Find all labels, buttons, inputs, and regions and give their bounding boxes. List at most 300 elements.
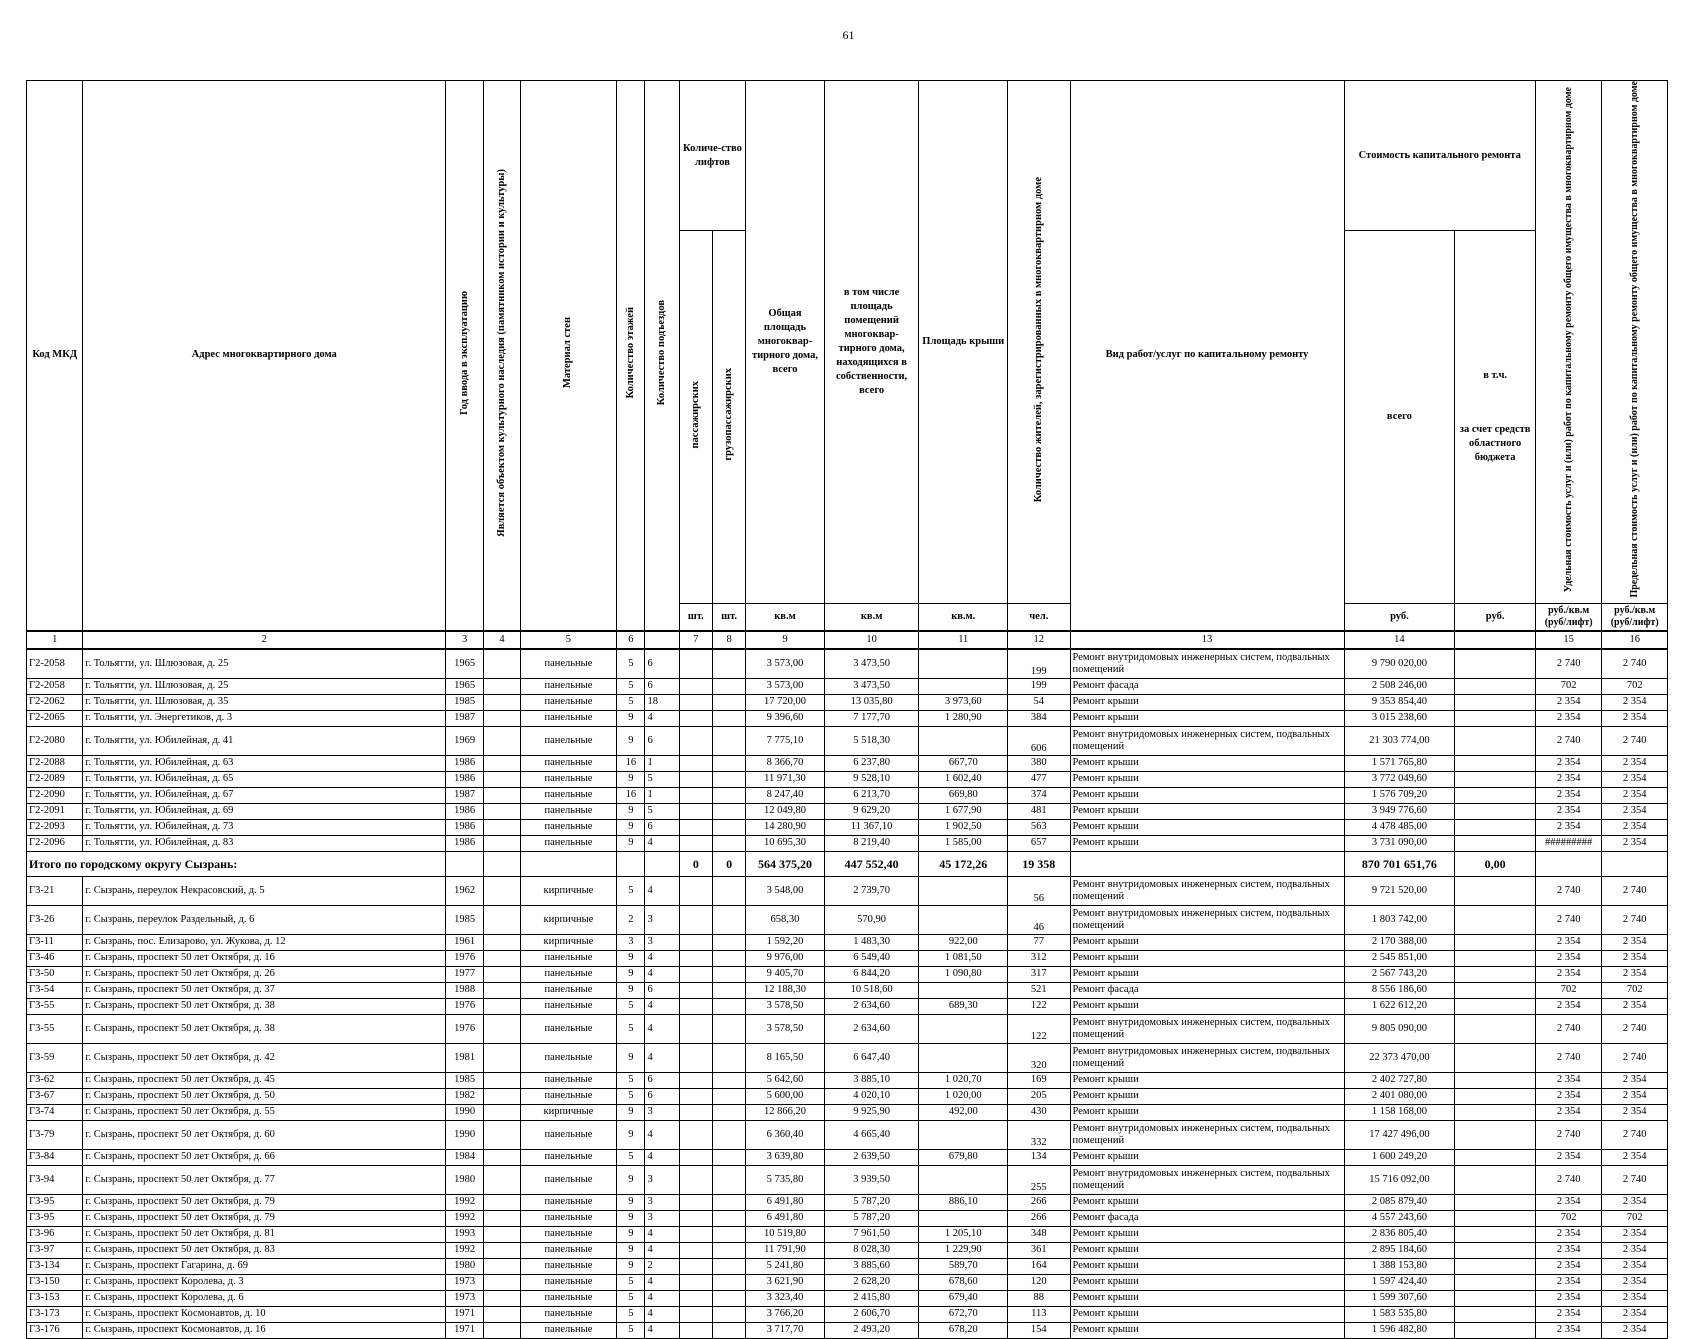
table-cell: 606	[1008, 726, 1070, 755]
table-row	[27, 905, 1668, 934]
table-cell: панельные	[520, 1149, 617, 1165]
table-cell	[712, 803, 745, 819]
table-cell: 1 483,30	[824, 934, 919, 950]
table-cell: кирпичные	[520, 1104, 617, 1120]
table-cell: 702	[1602, 982, 1668, 998]
table-cell: Г2-2089	[27, 771, 83, 787]
table-cell: 3 939,50	[824, 1165, 919, 1194]
table-cell: г. Сызрань, переулок Некрасовский, д. 5	[83, 876, 446, 905]
table-cell	[712, 835, 745, 851]
table-cell: 9 353 854,40	[1344, 694, 1455, 710]
table-cell: панельные	[520, 966, 617, 982]
table-cell: 6	[645, 982, 679, 998]
table-cell: 5	[617, 1290, 645, 1306]
table-cell	[1455, 1104, 1536, 1120]
table-row	[27, 803, 1668, 819]
table-row	[27, 1149, 1668, 1165]
table-cell: Ремонт крыши	[1070, 1149, 1344, 1165]
table-cell: 3	[645, 934, 679, 950]
table-cell	[679, 950, 712, 966]
table-cell: 19 358	[1008, 851, 1070, 876]
table-cell: г. Тольятти, ул. Юбилейная, д. 63	[83, 755, 446, 771]
table-cell: Г3-79	[27, 1120, 83, 1149]
table-cell	[484, 905, 520, 934]
table-row	[27, 694, 1668, 710]
table-cell	[679, 1014, 712, 1043]
table-cell: 113	[1008, 1306, 1070, 1322]
table-cell: 5	[617, 1014, 645, 1043]
table-cell: 1986	[446, 803, 484, 819]
table-cell: 2 740	[1535, 1165, 1601, 1194]
table-cell: Ремонт крыши	[1070, 771, 1344, 787]
table-cell	[679, 1306, 712, 1322]
table-row	[27, 1043, 1668, 1072]
table-cell: Г3-173	[27, 1306, 83, 1322]
table-cell	[484, 1322, 520, 1338]
table-cell: 3 473,50	[824, 649, 919, 679]
table-cell: 6 549,40	[824, 950, 919, 966]
table-cell: 2 170 388,00	[1344, 934, 1455, 950]
table-row	[27, 755, 1668, 771]
table-cell: 1 600 249,20	[1344, 1149, 1455, 1165]
table-cell: панельные	[520, 694, 617, 710]
table-cell: 2 354	[1535, 755, 1601, 771]
table-cell: 6	[645, 678, 679, 694]
table-cell: г. Сызрань, проспект 50 лет Октября, д. 16	[83, 950, 446, 966]
table-cell: 5	[617, 1306, 645, 1322]
table-cell: 9	[617, 1104, 645, 1120]
table-cell: 1 597 424,40	[1344, 1274, 1455, 1290]
column-number: 2	[83, 631, 446, 649]
table-cell: 2 354	[1535, 1306, 1601, 1322]
table-cell: 1 229,90	[919, 1242, 1008, 1258]
table-cell: 679,40	[919, 1290, 1008, 1306]
table-cell: 54	[1008, 694, 1070, 710]
table-cell: 1965	[446, 678, 484, 694]
table-cell: Г3-176	[27, 1322, 83, 1338]
table-cell: Г2-2088	[27, 755, 83, 771]
table-cell: 1985	[446, 1072, 484, 1088]
table-cell: панельные	[520, 998, 617, 1014]
table-cell: 1976	[446, 1014, 484, 1043]
header-floors: Количество этажей	[617, 81, 645, 631]
table-cell	[679, 1210, 712, 1226]
header-code: Код МКД	[27, 81, 83, 631]
table-cell: 15 716 092,00	[1344, 1165, 1455, 1194]
table-cell: 361	[1008, 1242, 1070, 1258]
table-cell	[679, 835, 712, 851]
table-cell: 2 740	[1535, 1014, 1601, 1043]
table-cell: 1 205,10	[919, 1226, 1008, 1242]
table-cell	[484, 1242, 520, 1258]
table-cell: 2 354	[1602, 1258, 1668, 1274]
header-cost-incl: в т.ч.	[1483, 369, 1508, 381]
table-cell: 5	[645, 771, 679, 787]
table-cell: Г3-55	[27, 998, 83, 1014]
table-cell: 1	[645, 755, 679, 771]
table-row	[27, 1226, 1668, 1242]
table-cell	[1455, 726, 1536, 755]
table-cell: г. Сызрань, переулок Раздельный, д. 6	[83, 905, 446, 934]
table-cell	[712, 1226, 745, 1242]
table-cell	[484, 1043, 520, 1072]
table-cell: 2 740	[1535, 726, 1601, 755]
table-cell	[919, 1210, 1008, 1226]
table-cell: Г3-134	[27, 1258, 83, 1274]
header-cost-regional	[1455, 231, 1536, 603]
table-cell: 2 740	[1535, 876, 1601, 905]
table-cell: 2 739,70	[824, 876, 919, 905]
table-cell: 348	[1008, 1226, 1070, 1242]
table-cell: 430	[1008, 1104, 1070, 1120]
table-cell: 2 354	[1602, 1149, 1668, 1165]
table-cell: 2 354	[1602, 998, 1668, 1014]
table-cell: 120	[1008, 1274, 1070, 1290]
table-cell: панельные	[520, 726, 617, 755]
table-cell	[1455, 678, 1536, 694]
table-cell	[484, 1104, 520, 1120]
table-cell	[679, 1290, 712, 1306]
table-cell: 9	[617, 950, 645, 966]
table-cell	[484, 1226, 520, 1242]
table-cell: 1971	[446, 1322, 484, 1338]
table-cell	[679, 1226, 712, 1242]
table-cell: 2 354	[1602, 1104, 1668, 1120]
table-cell	[712, 649, 745, 679]
table-cell: 1985	[446, 694, 484, 710]
table-cell: г. Сызрань, проспект 50 лет Октября, д. 55	[83, 1104, 446, 1120]
table-cell	[679, 876, 712, 905]
table-cell: 1981	[446, 1043, 484, 1072]
table-cell: г. Тольятти, ул. Юбилейная, д. 41	[83, 726, 446, 755]
table-cell: 9 805 090,00	[1344, 1014, 1455, 1043]
table-cell: 164	[1008, 1258, 1070, 1274]
table-cell	[1455, 819, 1536, 835]
total-label: Итого по городскому округу Сызрань:	[27, 851, 446, 876]
table-cell	[712, 950, 745, 966]
table-row	[27, 787, 1668, 803]
table-cell: 2 354	[1602, 1306, 1668, 1322]
table-cell: 702	[1535, 982, 1601, 998]
table-cell: 3	[645, 1210, 679, 1226]
table-cell	[484, 966, 520, 982]
table-cell: 1 902,50	[919, 819, 1008, 835]
table-cell	[712, 1274, 745, 1290]
table-cell: 16	[617, 755, 645, 771]
table-cell: Г2-2058	[27, 678, 83, 694]
table-cell: 477	[1008, 771, 1070, 787]
table-cell: 1 622 612,20	[1344, 998, 1455, 1014]
unit-owned-area: кв.м	[824, 603, 919, 631]
table-cell: 2 634,60	[824, 998, 919, 1014]
table-cell: г. Тольятти, ул. Шлюзовая, д. 25	[83, 649, 446, 679]
table-cell	[1455, 1242, 1536, 1258]
table-cell: 5	[617, 649, 645, 679]
table-row	[27, 1306, 1668, 1322]
table-cell: 3 573,00	[746, 649, 825, 679]
table-cell: 21 303 774,00	[1344, 726, 1455, 755]
column-number: 14	[1344, 631, 1455, 649]
table-cell: 380	[1008, 755, 1070, 771]
table-cell	[679, 934, 712, 950]
header-entrances: Количество подъездов	[645, 81, 679, 631]
unit-residents: чел.	[1008, 603, 1070, 631]
table-cell: панельные	[520, 982, 617, 998]
table-cell	[1455, 1194, 1536, 1210]
table-cell: г. Сызрань, проспект 50 лет Октября, д. 60	[83, 1120, 446, 1149]
table-cell: 481	[1008, 803, 1070, 819]
table-cell	[484, 755, 520, 771]
table-cell: 9	[617, 726, 645, 755]
table-cell: Г3-50	[27, 966, 83, 982]
table-cell: Г2-2058	[27, 649, 83, 679]
table-cell: 4	[645, 876, 679, 905]
table-cell: 8 165,50	[746, 1043, 825, 1072]
table-cell: 2 354	[1535, 710, 1601, 726]
column-number: 7	[679, 631, 712, 649]
table-cell: 9	[617, 1120, 645, 1149]
table-cell: 266	[1008, 1210, 1070, 1226]
table-cell: панельные	[520, 678, 617, 694]
column-numbers-row	[27, 631, 1668, 649]
table-cell: 4 557 243,60	[1344, 1210, 1455, 1226]
table-cell	[1455, 1072, 1536, 1088]
table-cell: 2 354	[1535, 1258, 1601, 1274]
table-cell: 9	[617, 1258, 645, 1274]
table-cell: кирпичные	[520, 905, 617, 934]
table-cell: 6 844,20	[824, 966, 919, 982]
table-cell: 1986	[446, 835, 484, 851]
table-cell	[712, 755, 745, 771]
table-cell: Ремонт крыши	[1070, 1322, 1344, 1338]
table-cell: 870 701 651,76	[1344, 851, 1455, 876]
table-cell: 1992	[446, 1242, 484, 1258]
table-cell: 10 518,60	[824, 982, 919, 998]
table-cell: 8 028,30	[824, 1242, 919, 1258]
table-cell	[712, 819, 745, 835]
table-cell	[484, 710, 520, 726]
table-cell: 3 323,40	[746, 1290, 825, 1306]
table-cell: 45 172,26	[919, 851, 1008, 876]
table-cell	[1455, 710, 1536, 726]
table-cell: 9	[617, 710, 645, 726]
table-cell	[1535, 851, 1601, 876]
table-cell	[679, 966, 712, 982]
table-cell: 8 556 186,60	[1344, 982, 1455, 998]
column-number: 12	[1008, 631, 1070, 649]
column-number: 4	[484, 631, 520, 649]
table-cell: Г3-97	[27, 1242, 83, 1258]
table-cell: 2 354	[1602, 803, 1668, 819]
table-cell	[484, 950, 520, 966]
table-cell: г. Сызрань, проспект 50 лет Октября, д. 38	[83, 1014, 446, 1043]
unit-total-area: кв.м	[746, 603, 825, 631]
header-unit-cost: Удельная стоимость услуг и (или) работ по капитальному ремонту общего имущества в многоквартирном доме	[1535, 81, 1601, 604]
table-cell	[1602, 851, 1668, 876]
table-cell: 3 731 090,00	[1344, 835, 1455, 851]
table-cell: 1 596 482,80	[1344, 1322, 1455, 1338]
table-cell: Ремонт фасада	[1070, 678, 1344, 694]
table-cell: панельные	[520, 1165, 617, 1194]
table-cell: 2	[645, 1258, 679, 1274]
column-number: 8	[712, 631, 745, 649]
table-cell: 6 360,40	[746, 1120, 825, 1149]
table-cell: 2 085 879,40	[1344, 1194, 1455, 1210]
table-cell	[679, 1072, 712, 1088]
table-cell: 3 573,00	[746, 678, 825, 694]
table-cell: г. Тольятти, ул. Шлюзовая, д. 25	[83, 678, 446, 694]
table-cell: 1971	[446, 1306, 484, 1322]
table-cell: 2 836 805,40	[1344, 1226, 1455, 1242]
table-cell: 2 354	[1602, 755, 1668, 771]
total-row	[27, 851, 1668, 876]
table-cell: Ремонт крыши	[1070, 1258, 1344, 1274]
table-cell: г. Сызрань, проспект 50 лет Октября, д. 50	[83, 1088, 446, 1104]
table-cell	[712, 678, 745, 694]
table-cell	[712, 1194, 745, 1210]
table-cell: 1 020,70	[919, 1072, 1008, 1088]
table-cell: 922,00	[919, 934, 1008, 950]
table-cell: 2 354	[1535, 1290, 1601, 1306]
table-cell: 8 247,40	[746, 787, 825, 803]
table-cell: 46	[1008, 905, 1070, 934]
table-cell: 3 772 049,60	[1344, 771, 1455, 787]
table-cell: 1992	[446, 1210, 484, 1226]
table-cell	[1455, 771, 1536, 787]
table-cell: 88	[1008, 1290, 1070, 1306]
table-cell	[484, 835, 520, 851]
table-cell: панельные	[520, 1210, 617, 1226]
table-cell: 678,60	[919, 1274, 1008, 1290]
table-cell: 1 585,00	[919, 835, 1008, 851]
table-cell: 1 020,00	[919, 1088, 1008, 1104]
table-cell: 702	[1602, 678, 1668, 694]
table-cell: Г3-11	[27, 934, 83, 950]
table-cell: панельные	[520, 1322, 617, 1338]
table-cell: панельные	[520, 755, 617, 771]
table-cell	[484, 876, 520, 905]
table-cell: Г3-74	[27, 1104, 83, 1120]
table-cell: 1980	[446, 1258, 484, 1274]
table-cell: 11 791,90	[746, 1242, 825, 1258]
table-row	[27, 678, 1668, 694]
table-row	[27, 1088, 1668, 1104]
table-cell: 1 677,90	[919, 803, 1008, 819]
table-cell	[712, 1290, 745, 1306]
table-cell: Г3-46	[27, 950, 83, 966]
table-cell: 1 081,50	[919, 950, 1008, 966]
table-cell: Ремонт крыши	[1070, 835, 1344, 851]
table-cell: г. Тольятти, ул. Юбилейная, д. 69	[83, 803, 446, 819]
table-cell: 12 188,30	[746, 982, 825, 998]
table-cell: 4	[645, 835, 679, 851]
table-cell	[1455, 755, 1536, 771]
column-number: 11	[919, 631, 1008, 649]
table-cell	[1455, 1306, 1536, 1322]
table-cell: г. Сызрань, проспект 50 лет Октября, д. 79	[83, 1194, 446, 1210]
table-cell	[712, 1014, 745, 1043]
table-cell	[679, 1274, 712, 1290]
table-cell: г. Сызрань, проспект 50 лет Октября, д. 83	[83, 1242, 446, 1258]
table-cell: 2 354	[1535, 803, 1601, 819]
table-cell	[679, 726, 712, 755]
header-owned-area: в том числе площадь помещений многоквар-тирного дома, находящихся в собственности, всего	[824, 81, 919, 604]
header-max-cost: Предельная стоимость услуг и (или) работ по капитальному ремонту общего имущества в многоквартирном доме	[1602, 81, 1668, 604]
table-cell: Г2-2080	[27, 726, 83, 755]
table-cell: 678,20	[919, 1322, 1008, 1338]
table-cell	[484, 1165, 520, 1194]
table-cell	[1455, 982, 1536, 998]
table-cell: 2 354	[1602, 1274, 1668, 1290]
table-cell	[679, 905, 712, 934]
table-cell	[679, 710, 712, 726]
table-cell: 1980	[446, 1165, 484, 1194]
table-cell: 2 354	[1602, 950, 1668, 966]
table-cell: 1 602,40	[919, 771, 1008, 787]
table-cell: г. Сызрань, проспект 50 лет Октября, д. 26	[83, 966, 446, 982]
table-cell	[1455, 1258, 1536, 1274]
table-cell: Г2-2093	[27, 819, 83, 835]
table-cell: панельные	[520, 1306, 617, 1322]
table-cell	[712, 1104, 745, 1120]
table-cell: 1 388 153,80	[1344, 1258, 1455, 1274]
table-cell: 199	[1008, 678, 1070, 694]
table-cell	[484, 1258, 520, 1274]
table-cell	[679, 1322, 712, 1338]
table-row	[27, 710, 1668, 726]
table-cell: Ремонт крыши	[1070, 1104, 1344, 1120]
table-cell	[712, 1088, 745, 1104]
table-cell	[712, 905, 745, 934]
table-cell: 2 354	[1602, 819, 1668, 835]
table-cell: 332	[1008, 1120, 1070, 1149]
table-cell: 3 548,00	[746, 876, 825, 905]
table-cell: 2 354	[1602, 1322, 1668, 1338]
table-cell: 0	[712, 851, 745, 876]
table-cell	[712, 1210, 745, 1226]
unit-lifts-cargo: шт.	[712, 603, 745, 631]
table-cell: 255	[1008, 1165, 1070, 1194]
table-cell: Ремонт крыши	[1070, 950, 1344, 966]
table-cell: Г3-95	[27, 1194, 83, 1210]
table-cell	[484, 1306, 520, 1322]
table-cell	[679, 649, 712, 679]
table-cell	[919, 1014, 1008, 1043]
table-row	[27, 966, 1668, 982]
table-cell: 5 735,80	[746, 1165, 825, 1194]
table-cell	[712, 710, 745, 726]
table-cell: 3 578,50	[746, 998, 825, 1014]
table-cell: 4	[645, 998, 679, 1014]
table-cell: 3 473,50	[824, 678, 919, 694]
table-cell	[484, 803, 520, 819]
table-cell	[645, 851, 679, 876]
table-cell: 8 219,40	[824, 835, 919, 851]
table-row	[27, 1120, 1668, 1149]
table-cell	[712, 1120, 745, 1149]
table-cell: 266	[1008, 1194, 1070, 1210]
table-cell: Ремонт крыши	[1070, 1226, 1344, 1242]
table-cell	[1455, 1014, 1536, 1043]
table-cell	[919, 1165, 1008, 1194]
table-cell: 2 354	[1535, 1194, 1601, 1210]
table-cell: Ремонт крыши	[1070, 819, 1344, 835]
header-work-type: Вид работ/услуг по капитальному ремонту	[1070, 81, 1344, 631]
table-cell: 1976	[446, 950, 484, 966]
table-cell: Ремонт фасада	[1070, 982, 1344, 998]
table-cell: 77	[1008, 934, 1070, 950]
table-cell: г. Тольятти, ул. Энергетиков, д. 3	[83, 710, 446, 726]
